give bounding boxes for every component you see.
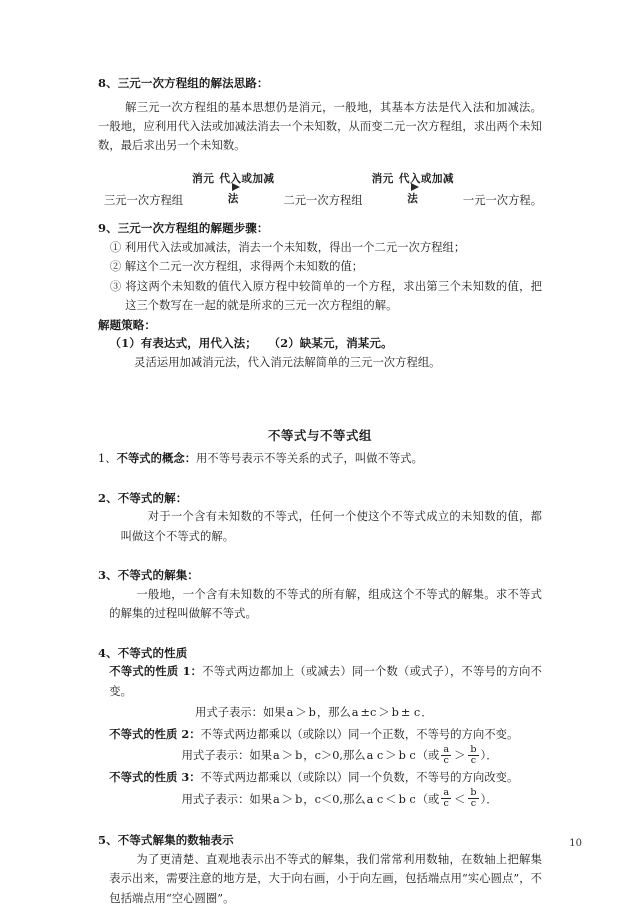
list-item-step-3: ③ 将这两个未知数的值代入原方程中较简单的一个方程，求出第三个未知数的值，把这三个数写在一起的就是所求的三元一次方程组的解。 — [109, 279, 542, 313]
formula-op-plusminus: ±c — [360, 706, 377, 720]
formula-conj: ，那么 — [316, 706, 351, 720]
fraction-denominator: c — [441, 798, 451, 809]
solution-strategy-note: 灵活运用加减消元法，代入消元法解简单的三元一次方程组。 — [134, 355, 441, 369]
heading-section-9-colon: ： — [256, 221, 269, 236]
formula-lead: 用式子表示：如果 — [181, 792, 272, 806]
formula-var-b: b — [295, 792, 303, 806]
item-1-colon: ： — [184, 451, 197, 466]
formula-var-a: a — [273, 792, 280, 806]
spacer — [98, 208, 542, 219]
formula-then: 那么 — [343, 792, 366, 806]
formula-term-bc: b c — [398, 792, 416, 806]
fraction-a-over-c — [441, 745, 451, 766]
formula-op-gt2: ＞ — [378, 706, 390, 720]
chapter-title: 不等式与不等式组 — [268, 428, 372, 444]
item-1-label: 不等式的概念 — [116, 451, 185, 466]
heading-item-2: 2、不等式的解： — [98, 490, 188, 505]
formula-condition: ，c＞0, — [303, 749, 343, 763]
property-2-colon: ： — [189, 726, 201, 741]
property-3-formula — [98, 788, 542, 812]
flow-arrow-1-bottom-label: 代入或加减法 — [219, 172, 275, 205]
formula-lead: 用式子表示：如果 — [195, 706, 286, 720]
fraction-numerator: b — [470, 786, 477, 798]
formula-paren-close: ）． — [480, 749, 498, 763]
formula-paren-close: ）． — [480, 792, 498, 806]
spacer — [98, 624, 542, 644]
formula-period: ． — [421, 706, 433, 720]
fraction-numerator: a — [443, 743, 450, 755]
heading-section-8: 8、三元一次方程组的解法思路： — [98, 76, 269, 90]
formula-op-lt2: ＜ — [385, 792, 397, 806]
flow-arrow-1-top-label: 消元 — [192, 172, 215, 185]
flow-term-binary: 二元一次方程组 — [283, 194, 363, 208]
formula-var-a: a — [286, 706, 294, 720]
page-content — [98, 74, 542, 908]
paragraph-item-5-body: 为了更清楚、直观地表示出不等式的解集，我们常常利用数轴，在数轴上把解集表示出来，需要注意的地方是，大于向右画，小于向左画，包括端点用“实心圆点”，不包括端点用“空心圆圈”。 — [109, 852, 542, 905]
flow-term-ternary: 三元一次方程组 — [104, 194, 184, 208]
formula-op-gt: ＞ — [281, 749, 294, 763]
formula-term-bc: b c — [398, 749, 416, 763]
solution-strategy-line: （1）有表达式，用代入法； （2）缺某元，消某元。 — [109, 336, 393, 351]
flow-arrow-2-bottom-label: 代入或加减法 — [398, 172, 454, 205]
formula-op-plusminus2: ± c — [400, 706, 421, 720]
formula-term-ac: a c — [366, 792, 384, 806]
formula-then: 那么 — [343, 749, 366, 763]
property-2-line — [98, 725, 542, 744]
fraction-a-over-c — [441, 788, 451, 809]
spacer — [98, 406, 542, 426]
list-item-step-2: ② 解这个二元一次方程组，求得两个未知数的值； — [109, 260, 364, 274]
page-number: 10 — [569, 838, 582, 849]
heading-solution-strategy: 解题策略： — [98, 317, 156, 332]
list-item-step-1: ① 利用代入法或加减法，消去一个未知数，得出一个二元一次方程组； — [109, 241, 466, 255]
paragraph-item-3-body: 一般地，一个含有未知数的不等式的所有解，组成这个不等式的解集。求不等式的解集的过程叫做解不等式。 — [109, 587, 542, 621]
property-3-line — [98, 768, 542, 787]
heading-item-4: 4、不等式的性质 — [98, 645, 188, 660]
formula-lead: 用式子表示：如果 — [181, 749, 272, 763]
formula-condition: ，c＜0, — [303, 792, 343, 806]
item-1-number: 1、 — [98, 452, 117, 466]
property-1-line — [98, 662, 542, 701]
heading-item-3: 3、不等式的解集： — [98, 568, 199, 583]
property-1-colon: ： — [190, 664, 203, 679]
flow-arrow-1 — [187, 167, 279, 207]
fraction-b-over-c — [468, 745, 478, 766]
property-2-formula — [98, 744, 542, 768]
fraction-denominator: c — [468, 755, 478, 766]
fraction-b-over-c — [468, 788, 478, 809]
fraction-numerator: b — [470, 743, 477, 755]
formula-var-a2: a — [351, 706, 359, 720]
formula-var-b: b — [308, 706, 316, 720]
spacer — [98, 811, 542, 831]
equation-reduction-flow-diagram — [98, 167, 542, 209]
property-2-text: 不等式两边都乘以（或除以）同一个正数，不等号的方向不变。 — [200, 727, 519, 741]
paragraph-section-8-body: 解三元一次方程组的基本思想仍是消元，一般地，其基本方法是代入法和加减法。一般地，应利用代入法或加减法消去一个未知数，从而变二元一次方程组，求出两个未知数，最后求出另一个未知数。 — [98, 100, 542, 153]
flow-arrow-2-top-label: 消元 — [371, 172, 394, 185]
fraction-denominator: c — [468, 798, 478, 809]
formula-paren-open: （或 — [416, 749, 440, 763]
item-1-line — [98, 449, 542, 468]
spacer — [98, 156, 542, 167]
spacer — [98, 469, 542, 489]
property-3-text: 不等式两边都乘以（或除以）同一个负数，不等号的方向改变。 — [200, 771, 519, 785]
flow-arrow-2 — [367, 167, 459, 207]
property-1-text: 不等式两边都加上（或减去）同一个数（或式子），不等号的方向不变。 — [109, 665, 542, 698]
formula-var-b2: b — [391, 706, 399, 720]
formula-paren-open: （或 — [416, 792, 440, 806]
property-1-label: 不等式的性质 1 — [109, 664, 191, 679]
property-1-formula — [98, 701, 542, 725]
fraction-denominator: c — [441, 755, 451, 766]
property-3-colon: ： — [189, 770, 201, 785]
heading-item-5: 5、不等式解集的数轴表示 — [98, 833, 234, 848]
formula-var-a: a — [273, 749, 280, 763]
heading-section-9 — [98, 219, 542, 238]
heading-section-9-text: 9、三元一次方程组的解题步骤 — [98, 221, 257, 236]
spacer — [98, 546, 542, 566]
spacer — [98, 372, 542, 406]
property-3-label: 不等式的性质 3 — [109, 770, 190, 785]
formula-op-gt: ＞ — [281, 792, 294, 806]
property-2-label: 不等式的性质 2 — [109, 726, 190, 741]
paragraph-item-2-body: 对于一个含有未知数的不等式，任何一个使这个不等式成立的未知数的值，都叫做这个不等式的解。 — [120, 510, 542, 543]
formula-op-gt2: ＞ — [385, 749, 397, 763]
formula-term-ac: a c — [366, 749, 384, 763]
formula-var-b: b — [295, 749, 303, 763]
flow-term-unary: 一元一次方程。 — [462, 194, 542, 208]
formula-op-gt: ＞ — [295, 706, 307, 720]
fraction-numerator: a — [443, 786, 450, 798]
formula-op-gt3: ＞ — [454, 749, 466, 763]
item-1-text: 用不等号表示不等关系的式子，叫做不等式。 — [196, 452, 423, 466]
formula-op-lt3: ＜ — [454, 792, 466, 806]
